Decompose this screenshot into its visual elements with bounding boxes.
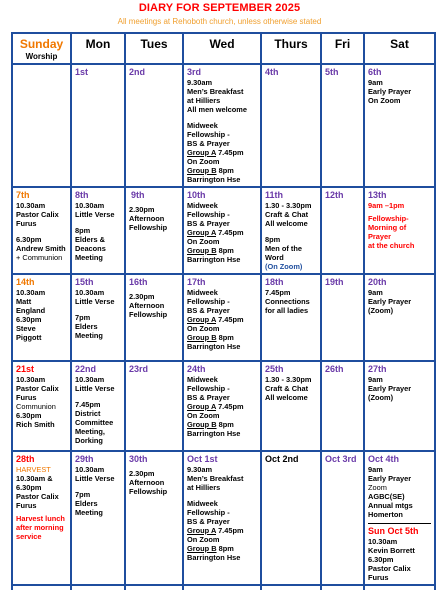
- event-text: at Hilliers: [187, 483, 221, 492]
- event-text: Barrington Hse: [187, 553, 241, 562]
- date-label: 26th: [325, 364, 344, 374]
- event-text: 6.30pm: [16, 235, 42, 244]
- group-b-label: Group B: [187, 544, 217, 553]
- event-text: Elders: [75, 499, 98, 508]
- group-b-time: 8pm: [216, 544, 234, 553]
- date-label: 23rd: [129, 364, 149, 374]
- day-cell: [261, 274, 321, 361]
- group-b-time: 8pm: [216, 333, 234, 342]
- event-text: Committee: [75, 418, 114, 427]
- event-text: Afternoon: [129, 301, 165, 310]
- day-cell: [261, 451, 321, 585]
- event-text: Men’s Breakfast: [187, 474, 244, 483]
- group-a-label: Group A: [187, 315, 217, 324]
- date-label: 14th: [16, 277, 35, 287]
- event-text: 9am: [368, 288, 383, 297]
- date-label: 18th: [265, 277, 284, 287]
- page-subtitle: All meetings at Rehoboth church, unless otherwise stated: [117, 17, 322, 26]
- event-text: 9am: [368, 375, 383, 384]
- date-label: 15th: [75, 277, 94, 287]
- day-cell: [71, 451, 125, 585]
- event-text: Fellowship -: [187, 297, 230, 306]
- event-text: HARVEST: [16, 465, 51, 474]
- date-label: 4th: [265, 67, 279, 77]
- date-label: 9th: [131, 190, 145, 200]
- event-text: Kevin Borrett: [368, 546, 415, 555]
- day-cell-empty: [183, 585, 261, 590]
- event-text: 2.30pm: [129, 205, 155, 214]
- event-text: 10.30am: [75, 465, 105, 474]
- event-text: 9.30am: [187, 78, 213, 87]
- group-a-label: Group A: [187, 402, 217, 411]
- event-text: 7pm: [75, 313, 91, 322]
- event-text: BS & Prayer: [187, 393, 230, 402]
- event-text: Barrington Hse: [187, 175, 241, 184]
- event-text: Little Verse: [75, 384, 115, 393]
- day-cell: [321, 187, 364, 274]
- day-cell: [261, 64, 321, 187]
- event-text: Furus: [16, 393, 37, 402]
- event-text: at Hilliers: [187, 96, 221, 105]
- event-text: Afternoon: [129, 214, 165, 223]
- day-cell: [125, 361, 183, 451]
- event-text: [187, 333, 257, 342]
- event-text: All welcome: [265, 219, 308, 228]
- date-label: 17th: [187, 277, 206, 287]
- group-a-time: 7.45pm: [216, 402, 244, 411]
- date-label: 13th: [368, 190, 387, 200]
- date-label: 5th: [325, 67, 339, 77]
- event-text: Fellowship -: [187, 210, 230, 219]
- event-text: Meeting: [75, 253, 103, 262]
- event-text: BS & Prayer: [187, 517, 230, 526]
- event-text: Fellowship -: [187, 384, 230, 393]
- event-text: Fellowship -: [187, 508, 230, 517]
- day-cell: [71, 187, 125, 274]
- date-label: 24th: [187, 364, 206, 374]
- week-row: [12, 274, 435, 361]
- day-cell-empty: [125, 585, 183, 590]
- day-cell: [183, 451, 261, 585]
- event-text: All men welcome: [187, 105, 247, 114]
- group-a-time: 7.45pm: [216, 315, 244, 324]
- day-cell: [12, 274, 71, 361]
- event-text: Midweek: [187, 121, 218, 130]
- event-text: Early Prayer: [368, 87, 412, 96]
- week-row: [12, 451, 435, 585]
- event-text: On Zoom: [187, 157, 220, 166]
- calendar-table: [11, 32, 436, 590]
- date-label: 1st: [75, 67, 89, 77]
- event-text: Meeting: [75, 331, 103, 340]
- event-text: 10.30am: [16, 288, 46, 297]
- event-text: Furus: [16, 501, 37, 510]
- event-text: Barrington Hse: [187, 342, 241, 351]
- event-text: 9.30am: [187, 465, 213, 474]
- day-cell-empty: [12, 64, 71, 187]
- event-text: All welcome: [265, 393, 308, 402]
- event-text: Annual mtgs: [368, 501, 413, 510]
- day-cell: [183, 361, 261, 451]
- event-text: service: [16, 532, 42, 541]
- event-text: (On Zoom): [265, 262, 303, 271]
- event-text: Midweek: [187, 499, 218, 508]
- group-b-label: Group B: [187, 333, 217, 342]
- event-text: Barrington Hse: [187, 429, 241, 438]
- date-label: Oct 2nd: [265, 454, 299, 464]
- header-sunday-label: Sunday: [19, 37, 64, 51]
- event-text: 2.30pm: [129, 292, 155, 301]
- date-label: Oct 4th: [368, 454, 400, 464]
- day-cell: [321, 451, 364, 585]
- group-b-label: Group B: [187, 246, 217, 255]
- event-text: Furus: [16, 219, 37, 228]
- date-label: Sun Oct 5th: [368, 523, 431, 537]
- header-saturday: Sat: [364, 33, 435, 64]
- day-cell: [71, 64, 125, 187]
- day-cell-empty: [71, 585, 125, 590]
- date-label: 29th: [75, 454, 94, 464]
- group-b-time: 8pm: [216, 246, 234, 255]
- event-text: Early Prayer: [368, 384, 412, 393]
- date-label: 27th: [368, 364, 387, 374]
- event-text: Men’s Breakfast: [187, 87, 244, 96]
- day-cell: [321, 361, 364, 451]
- day-cell: [321, 274, 364, 361]
- group-a-label: Group A: [187, 148, 217, 157]
- event-text: Men of the: [265, 244, 302, 253]
- day-cell-empty: [321, 585, 364, 590]
- event-text: [187, 315, 257, 324]
- event-text: Harvest lunch: [16, 514, 65, 523]
- group-a-time: 7.45pm: [216, 148, 244, 157]
- event-text: Dorking: [75, 436, 103, 445]
- date-label: 11th: [265, 190, 284, 200]
- event-text: Deacons: [75, 244, 106, 253]
- event-text: 2.30pm: [129, 469, 155, 478]
- group-a-label: Group A: [187, 526, 217, 535]
- event-text: at the church: [368, 241, 415, 250]
- event-text: Little Verse: [75, 474, 115, 483]
- event-text: 9am: [368, 78, 383, 87]
- group-a-time: 7.45pm: [216, 228, 244, 237]
- event-text: Pastor Calix: [16, 384, 59, 393]
- event-text: Midweek: [187, 288, 218, 297]
- event-text: Pastor Calix: [16, 492, 59, 501]
- event-text: District: [75, 409, 101, 418]
- event-text: Fellowship: [129, 487, 168, 496]
- week-row: [12, 187, 435, 274]
- event-text: Morning of: [368, 223, 407, 232]
- date-label: 16th: [129, 277, 148, 287]
- event-text: [187, 246, 257, 255]
- event-text: Midweek: [187, 375, 218, 384]
- event-text: Fellowship-: [368, 214, 409, 223]
- event-text: 10.30am: [75, 375, 105, 384]
- page-title: DIARY FOR SEPTEMBER 2025: [138, 2, 301, 14]
- date-label: 25th: [265, 364, 284, 374]
- day-cell: [183, 187, 261, 274]
- event-text: 7pm: [75, 490, 91, 499]
- event-text: 8pm: [75, 226, 91, 235]
- group-b-label: Group B: [187, 166, 217, 175]
- day-cell: [364, 274, 435, 361]
- event-text: 8pm: [265, 235, 281, 244]
- event-text: Fellowship: [129, 310, 168, 319]
- group-b-label: Group B: [187, 420, 217, 429]
- event-text: Elders &: [75, 235, 105, 244]
- header-thursday: Thurs: [261, 33, 321, 64]
- date-label: 12th: [325, 190, 344, 200]
- event-text: 6.30pm: [368, 555, 394, 564]
- event-text: On Zoom: [368, 96, 401, 105]
- date-label: Oct 3rd: [325, 454, 357, 464]
- day-cell-empty: [12, 585, 71, 590]
- header-row: [12, 33, 435, 64]
- event-text: [187, 148, 257, 157]
- event-text: Early Prayer: [368, 297, 412, 306]
- date-label: 8th: [75, 190, 89, 200]
- event-text: 10.30am: [368, 537, 398, 546]
- event-text: Fellowship -: [187, 130, 230, 139]
- event-text: Prayer: [368, 232, 392, 241]
- event-text: Pastor Calix: [368, 564, 411, 573]
- event-text: Homerton: [368, 510, 403, 519]
- date-label: 3rd: [187, 67, 202, 77]
- event-text: Elders: [75, 322, 98, 331]
- group-b-time: 8pm: [216, 420, 234, 429]
- group-a-time: 7.45pm: [216, 526, 244, 535]
- event-text: [187, 526, 257, 535]
- event-text: Andrew Smith: [16, 244, 66, 253]
- event-text: 6.30pm: [16, 483, 42, 492]
- event-text: [187, 228, 257, 237]
- event-text: Furus: [368, 573, 389, 582]
- date-label: 28th: [16, 454, 35, 464]
- date-label: 19th: [325, 277, 344, 287]
- header-friday: Fri: [321, 33, 364, 64]
- day-cell: [261, 187, 321, 274]
- event-text: Meeting: [75, 508, 103, 517]
- event-text: Barrington Hse: [187, 255, 241, 264]
- event-text: for all ladies: [265, 306, 309, 315]
- group-a-label: Group A: [187, 228, 217, 237]
- event-text: Connections: [265, 297, 310, 306]
- event-text: [187, 166, 257, 175]
- day-cell: [12, 187, 71, 274]
- event-text: Little Verse: [75, 210, 115, 219]
- event-text: 10.30am: [16, 201, 46, 210]
- event-text: 9am: [368, 465, 383, 474]
- day-cell: [364, 361, 435, 451]
- event-text: 10.30am: [16, 375, 46, 384]
- event-text: On Zoom: [187, 411, 220, 420]
- day-cell: [125, 64, 183, 187]
- event-text: 7.45pm: [265, 288, 291, 297]
- date-label: 22nd: [75, 364, 97, 374]
- event-text: AGBC(SE): [368, 492, 405, 501]
- week-row-partial: [12, 585, 435, 590]
- event-text: BS & Prayer: [187, 139, 230, 148]
- header-sunday-sub: Worship: [25, 52, 58, 61]
- day-cell: [261, 361, 321, 451]
- header-tuesday: Tues: [125, 33, 183, 64]
- event-text: 6.30pm: [16, 315, 42, 324]
- day-cell: [71, 274, 125, 361]
- day-cell: [183, 274, 261, 361]
- event-text: (Zoom): [368, 393, 394, 402]
- event-text: England: [16, 306, 46, 315]
- day-cell: [364, 451, 435, 585]
- event-text: BS & Prayer: [187, 306, 230, 315]
- event-text: 1.30 - 3.30pm: [265, 201, 312, 210]
- group-b-time: 8pm: [216, 166, 234, 175]
- event-text: Midweek: [187, 201, 218, 210]
- date-label: 6th: [368, 67, 382, 77]
- event-text: 9am –1pm: [368, 201, 405, 210]
- date-label: 2nd: [129, 67, 146, 77]
- event-text: [187, 420, 257, 429]
- day-cell: [12, 361, 71, 451]
- day-cell: [364, 64, 435, 187]
- event-text: (Zoom): [368, 306, 394, 315]
- header-monday: Mon: [71, 33, 125, 64]
- date-label: 21st: [16, 364, 35, 374]
- event-text: Word: [265, 253, 284, 262]
- day-cell: [364, 187, 435, 274]
- week-row: [12, 361, 435, 451]
- day-cell: [125, 274, 183, 361]
- event-text: [187, 402, 257, 411]
- event-text: [187, 544, 257, 553]
- header-sunday: [12, 33, 71, 64]
- date-label: 10th: [187, 190, 206, 200]
- day-cell-empty: [364, 585, 435, 590]
- event-text: 10.30am: [75, 288, 105, 297]
- event-text: On Zoom: [187, 535, 220, 544]
- event-text: Early Prayer: [368, 474, 412, 483]
- day-cell: [183, 64, 261, 187]
- event-text: Pastor Calix: [16, 210, 59, 219]
- day-cell: [71, 361, 125, 451]
- event-text: On Zoom: [187, 324, 220, 333]
- event-text: 6.30pm: [16, 411, 42, 420]
- event-text: BS & Prayer: [187, 219, 230, 228]
- event-text: Craft & Chat: [265, 384, 309, 393]
- date-label: Oct 1st: [187, 454, 218, 464]
- event-text: after morning: [16, 523, 64, 532]
- event-text: Little Verse: [75, 297, 115, 306]
- event-text: Piggott: [16, 333, 42, 342]
- header-wednesday: Wed: [183, 33, 261, 64]
- event-text: Craft & Chat: [265, 210, 309, 219]
- event-text: + Communion: [16, 253, 63, 262]
- date-label: 30th: [129, 454, 148, 464]
- event-text: Afternoon: [129, 478, 165, 487]
- event-text: Meeting,: [75, 427, 105, 436]
- day-cell: [12, 451, 71, 585]
- event-text: Rich Smith: [16, 420, 55, 429]
- week-row: [12, 64, 435, 187]
- event-text: 10.30am &: [16, 474, 53, 483]
- event-text: 1.30 - 3.30pm: [265, 375, 312, 384]
- day-cell: [321, 64, 364, 187]
- event-text: Zoom: [368, 483, 387, 492]
- date-label: 20th: [368, 277, 387, 287]
- day-cell: [125, 451, 183, 585]
- day-cell: [125, 187, 183, 274]
- event-text: 7.45pm: [75, 400, 101, 409]
- event-text: 10.30am: [75, 201, 105, 210]
- event-text: Communion: [16, 402, 56, 411]
- event-text: On Zoom: [187, 237, 220, 246]
- event-text: Matt: [16, 297, 32, 306]
- date-label: 7th: [16, 190, 30, 200]
- day-cell-empty: [261, 585, 321, 590]
- event-text: Fellowship: [129, 223, 168, 232]
- event-text: Steve: [16, 324, 36, 333]
